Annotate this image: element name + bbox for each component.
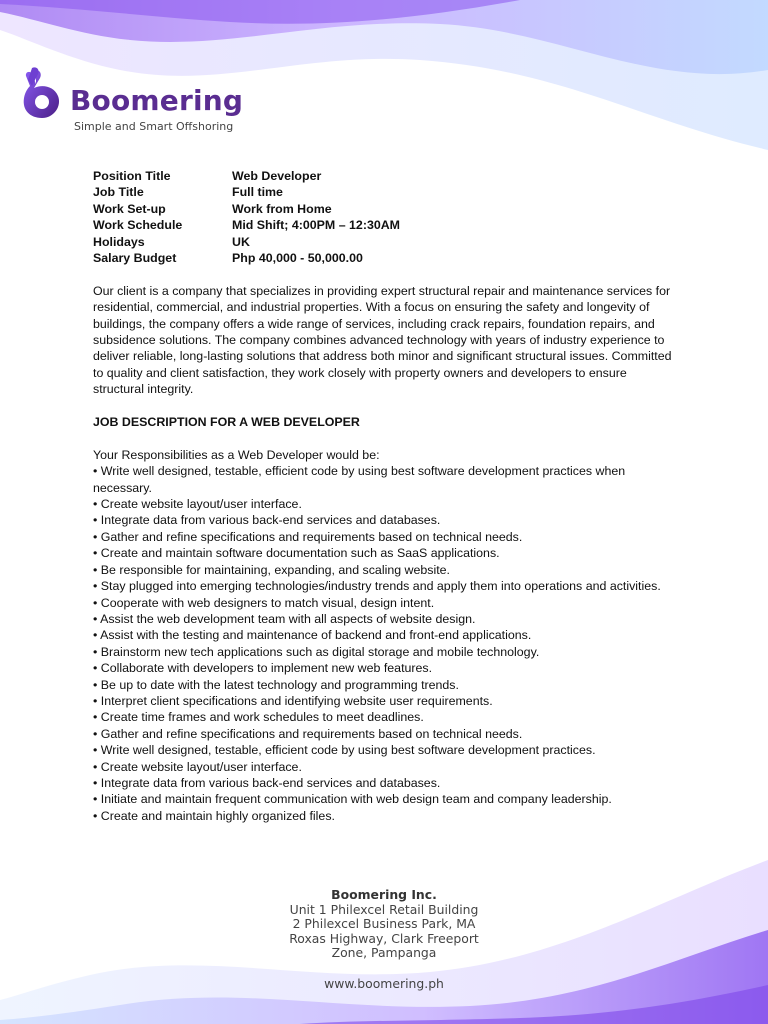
list-item: • Gather and refine specifications and requirements based on technical needs. xyxy=(93,726,523,741)
info-row-salary-budget xyxy=(93,250,673,266)
list-item: • Interpret client specifications and identifying website user requirements. xyxy=(93,693,493,708)
list-item: • Be responsible for maintaining, expanding, and scaling website. xyxy=(93,562,450,577)
info-label: Job Title xyxy=(93,185,144,200)
footer-address-line: 2 Philexcel Business Park, MA xyxy=(292,916,476,932)
info-value: Work from Home xyxy=(232,201,332,216)
brand-tagline: Simple and Smart Offshoring xyxy=(74,120,234,133)
info-row-position-title xyxy=(93,168,673,184)
list-item: • Stay plugged into emerging technologies/industry trends and apply them into operations and activities. xyxy=(93,579,661,594)
list-item: • Brainstorm new tech applications such as digital storage and mobile technology. xyxy=(93,644,540,659)
info-row-job-title xyxy=(93,184,673,200)
info-row-holidays xyxy=(93,234,673,250)
job-posting xyxy=(93,168,673,824)
list-item: • Create and maintain highly organized files. xyxy=(93,808,335,823)
list-item: • Integrate data from various back-end services and databases. xyxy=(93,513,441,528)
footer-website-link[interactable]: www.boomering.ph xyxy=(324,975,444,991)
info-label: Work Schedule xyxy=(93,218,183,233)
list-item: • Integrate data from various back-end services and databases. xyxy=(93,775,441,790)
list-item: • Assist the web development team with all aspects of website design. xyxy=(93,611,476,626)
info-row-work-schedule xyxy=(93,217,673,233)
info-row-work-setup xyxy=(93,201,673,217)
info-label: Holidays xyxy=(93,234,145,249)
footer-address-line: Unit 1 Philexcel Retail Building xyxy=(289,901,479,917)
company-description: Our client is a company that specializes in providing expert structural repair and maintenance services for residential, commercial, and industrial properties. With a focus on ensuring the safety and longevity of buildings, the company offers a wide range of services, including crack repairs, foundation repairs, and subsidence solutions. The company combines advanced technology with years of industry experience to deliver reliable, long-lasting solutions that address both minor and significant structural issues. Committed to quality and client satisfaction, they work closely with property owners and developers to ensure structural integrity. xyxy=(93,283,672,397)
list-item: • Create time frames and work schedules to meet deadlines. xyxy=(93,710,424,725)
list-item: • Create website layout/user interface. xyxy=(93,497,302,512)
boomerang-logo-icon xyxy=(18,66,68,122)
job-info-table xyxy=(93,168,673,266)
info-label: Position Title xyxy=(93,169,171,183)
list-item: • Collaborate with developers to implement new web features. xyxy=(93,661,433,676)
list-item: • Cooperate with web designers to match visual, design intent. xyxy=(93,595,435,610)
list-item: • Be up to date with the latest technology and programming trends. xyxy=(93,677,459,692)
footer-contact xyxy=(268,888,500,992)
list-item: • Create website layout/user interface. xyxy=(93,759,302,774)
footer-address-line: Zone, Pampanga xyxy=(331,945,437,961)
list-item: • Initiate and maintain frequent communication with web design team and company leadership. xyxy=(93,792,612,807)
info-label: Work Set-up xyxy=(93,201,166,216)
footer-company-name: Boomering Inc. xyxy=(331,887,437,902)
info-value: Mid Shift; 4:00PM – 12:30AM xyxy=(232,218,400,233)
info-value: UK xyxy=(232,234,250,249)
info-value: Full time xyxy=(232,185,283,200)
responsibilities-intro: Your Responsibilities as a Web Developer would be: xyxy=(93,447,380,462)
job-description-heading: JOB DESCRIPTION FOR A WEB DEVELOPER xyxy=(93,415,360,430)
info-value: Web Developer xyxy=(232,169,322,183)
list-item: • Assist with the testing and maintenance of backend and front-end applications. xyxy=(93,628,532,643)
brand-logo xyxy=(18,66,244,133)
info-value: Php 40,000 - 50,000.00 xyxy=(232,251,363,266)
list-item: • Write well designed, testable, efficient code by using best software development practices when necessary. xyxy=(93,464,626,495)
brand-name: Boomering xyxy=(70,84,244,117)
info-label: Salary Budget xyxy=(93,251,177,266)
footer-address-line: Roxas Highway, Clark Freeport xyxy=(289,930,479,946)
list-item: • Create and maintain software documentation such as SaaS applications. xyxy=(93,546,500,561)
responsibilities-list xyxy=(93,463,673,824)
list-item: • Gather and refine specifications and requirements based on technical needs. xyxy=(93,529,523,544)
list-item: • Write well designed, testable, efficient code by using best software development practices. xyxy=(93,743,596,758)
